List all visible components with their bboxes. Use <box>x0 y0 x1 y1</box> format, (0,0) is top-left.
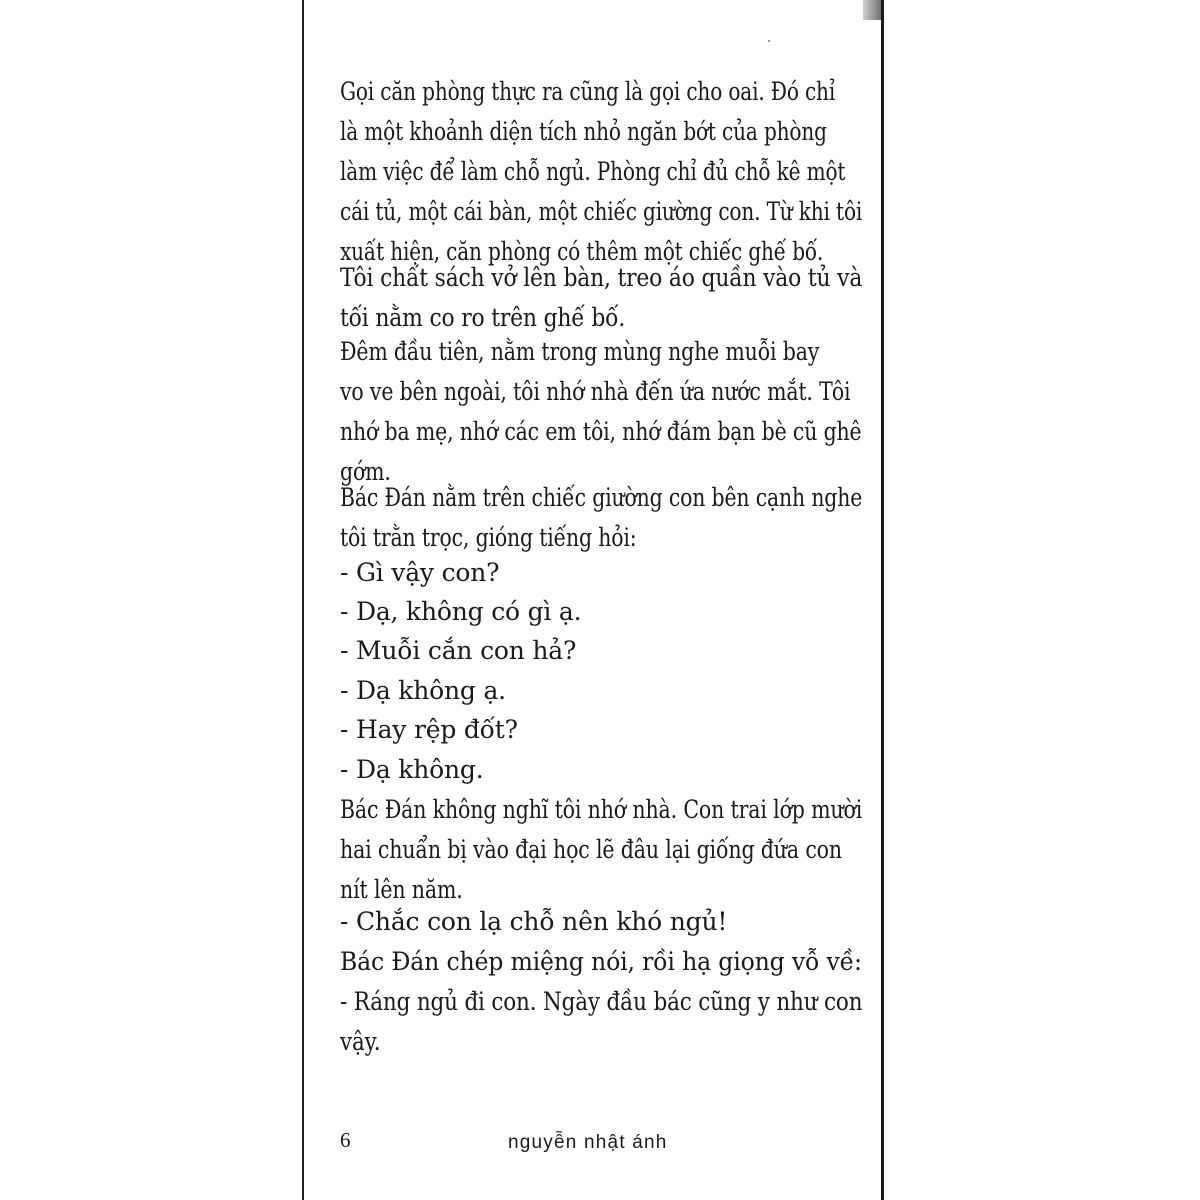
text-line: - Ráng ngủ đi con. Ngày đầu bác cũng y như con <box>340 987 863 1016</box>
dialogue-line <box>340 710 518 750</box>
text-line: vậy. <box>340 1027 381 1056</box>
text-line: gớm. <box>340 457 391 486</box>
text-line: tôi trằn trọc, gióng tiếng hỏi: <box>340 523 637 552</box>
text-line: nít lên năm. <box>340 875 463 904</box>
text-line: - Muỗi cắn con hả? <box>340 636 577 665</box>
dialogue-line <box>340 592 581 632</box>
dialogue-line <box>340 750 483 790</box>
paragraph-not-homesick <box>340 790 975 910</box>
text-line: tối nằm co ro trên ghế bố. <box>340 303 626 332</box>
running-footer-author: nguyễn nhật ánh <box>508 1132 668 1153</box>
dialogue-line <box>340 671 506 711</box>
text-line: - Dạ, không có gì ạ. <box>340 597 582 626</box>
text-line: Gọi căn phòng thực ra cũng là gọi cho oai. Đó chỉ <box>340 77 836 106</box>
dialogue-line <box>340 553 499 593</box>
paragraph-bac-dan-asks <box>340 478 979 558</box>
text-line: xuất hiện, căn phòng có thêm một chiếc ghế bố. <box>340 237 824 266</box>
paragraph-books-on-table <box>340 258 937 338</box>
text-line: - Dạ không ạ. <box>340 676 506 705</box>
dialogue-closing <box>340 982 947 1062</box>
text-line: Tôi chất sách vở lên bàn, treo áo quần vào tủ và <box>340 263 863 292</box>
text-line: - Dạ không. <box>340 755 484 784</box>
text-line: cái tủ, một cái bàn, một chiếc giường con. Từ khi tôi <box>340 197 863 226</box>
paragraph-room-description <box>340 72 990 272</box>
narration-line <box>340 942 893 982</box>
text-line: - Gì vậy con? <box>340 558 500 587</box>
scan-speck <box>768 40 770 42</box>
text-line: Bác Đán không nghĩ tôi nhớ nhà. Con trai lớp mười <box>340 795 863 824</box>
text-line: - Chắc con lạ chỗ nên khó ngủ! <box>340 907 728 936</box>
paragraph-first-night <box>340 332 977 492</box>
page-edge-shadow <box>863 0 881 20</box>
text-line: - Hay rệp đốt? <box>340 715 518 744</box>
text-line: Bác Đán chép miệng nói, rồi hạ giọng vỗ về: <box>340 947 862 976</box>
text-line: Bác Đán nằm trên chiếc giường con bên cạnh nghe <box>340 483 863 512</box>
page-number: 6 <box>340 1128 351 1152</box>
dialogue-line <box>340 631 576 671</box>
text-line: vo ve bên ngoài, tôi nhớ nhà đến ứa nước mắt. Tôi <box>340 377 851 406</box>
text-line: Đêm đầu tiên, nằm trong mùng nghe muỗi bay <box>340 337 820 366</box>
text-line: nhớ ba mẹ, nhớ các em tôi, nhớ đám bạn bè cũ ghê <box>340 417 862 446</box>
text-line: làm việc để làm chỗ ngủ. Phòng chỉ đủ chỗ kê một <box>340 157 846 186</box>
text-line: là một khoảnh diện tích nhỏ ngăn bớt của phòng <box>340 117 827 146</box>
dialogue-line <box>340 902 727 942</box>
text-line: hai chuẩn bị vào đại học lẽ đâu lại giống đứa con <box>340 835 842 864</box>
